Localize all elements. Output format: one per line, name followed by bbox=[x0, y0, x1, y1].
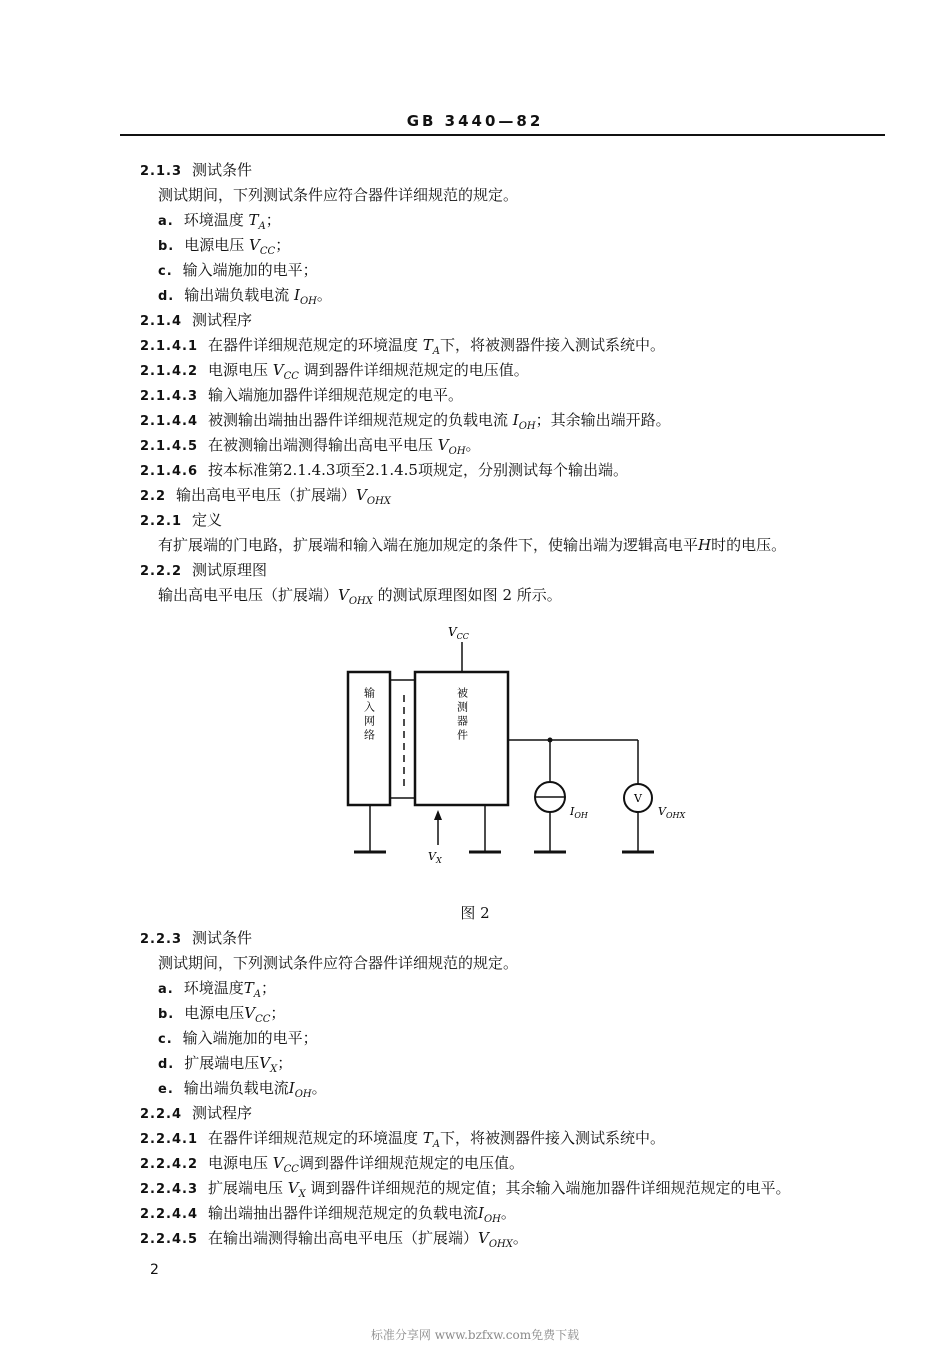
symbol-subscript: CC bbox=[283, 1164, 299, 1175]
clause-number: 2.2.1 bbox=[140, 514, 183, 529]
text-line bbox=[158, 1053, 292, 1080]
clause-text: 输出端抽出器件详细规范规定的负载电流 bbox=[208, 1204, 479, 1222]
text-line bbox=[140, 1153, 524, 1180]
symbol: T bbox=[422, 336, 433, 354]
symbol: I bbox=[478, 1204, 484, 1222]
clause-number: 2.1.4.4 bbox=[140, 414, 198, 429]
clause-text: 的测试原理图如图 2 所示。 bbox=[372, 586, 562, 604]
symbol: T bbox=[422, 1129, 433, 1147]
clause-number: b. bbox=[158, 1007, 175, 1022]
clause-text: 按本标准第2.1.4.3项至2.1.4.5项规定，分别测试每个输出端。 bbox=[208, 461, 628, 479]
clause-number: e. bbox=[158, 1082, 174, 1097]
clause-text: 在器件详细规范规定的环境温度 bbox=[208, 336, 423, 354]
text-line bbox=[158, 585, 562, 612]
clause-number: 2.2.4 bbox=[140, 1107, 183, 1122]
text-line bbox=[140, 335, 665, 362]
symbol-subscript: X bbox=[298, 1189, 306, 1200]
clause-text: 下，将被测器件接入测试系统中。 bbox=[440, 1129, 666, 1147]
text-line bbox=[140, 385, 463, 407]
text-line bbox=[140, 435, 481, 462]
clause-text: 测试期间，下列测试条件应符合器件详细规范的规定。 bbox=[158, 954, 519, 972]
clause-text: 调到器件详细规范的规定值；其余输入端施加器件详细规范规定的电平。 bbox=[305, 1179, 791, 1197]
clause-number: d. bbox=[158, 289, 175, 304]
symbol: V bbox=[272, 361, 284, 379]
clause-text: ； bbox=[260, 979, 276, 997]
clause-text: 环境温度 bbox=[183, 211, 249, 229]
clause-text: 扩展端电压 bbox=[208, 1179, 288, 1197]
clause-number: c. bbox=[158, 264, 173, 279]
symbol: V bbox=[272, 1154, 284, 1172]
symbol-subscript: OH bbox=[448, 446, 466, 457]
clause-text: 。 bbox=[500, 1204, 516, 1222]
symbol: T bbox=[248, 211, 259, 229]
clause-number: 2.2.3 bbox=[140, 932, 183, 947]
clause-text: 。 bbox=[311, 1079, 327, 1097]
symbol: V bbox=[478, 1229, 489, 1247]
symbol-subscript: A bbox=[432, 346, 441, 357]
clause-text: 输出端负载电流 bbox=[184, 286, 295, 304]
clause-number: 2.1.4.6 bbox=[140, 464, 198, 479]
text-line bbox=[158, 535, 786, 555]
figure-caption: 图 2 bbox=[460, 904, 490, 922]
clause-number: 2.1.4 bbox=[140, 314, 183, 329]
clause-number: c. bbox=[158, 1032, 173, 1047]
symbol: I bbox=[288, 1079, 295, 1097]
text-line bbox=[140, 1178, 791, 1205]
clause-number: 2.2.4.3 bbox=[140, 1182, 198, 1197]
text-line bbox=[158, 953, 518, 973]
clause-number: 2.2.4.1 bbox=[140, 1132, 198, 1147]
clause-number: 2.2.4.5 bbox=[140, 1232, 198, 1247]
clause-number: a. bbox=[158, 982, 174, 997]
symbol-subscript: CC bbox=[283, 371, 299, 382]
symbol-subscript: OH bbox=[299, 296, 317, 307]
clause-text: 输入端施加的电平； bbox=[182, 1029, 318, 1047]
clause-number: 2.2.4.4 bbox=[140, 1207, 198, 1222]
symbol-subscript: A bbox=[432, 1139, 441, 1150]
text-line bbox=[140, 1128, 665, 1155]
footer-watermark: 标准分享网 www.bzfxw.com免费下载 bbox=[370, 1328, 580, 1342]
clause-text: 测试程序 bbox=[192, 1104, 253, 1122]
text-line bbox=[140, 410, 671, 437]
symbol: V bbox=[338, 586, 349, 604]
symbol: T bbox=[243, 979, 254, 997]
symbol-subscript: CC bbox=[255, 1014, 271, 1025]
clause-text: 输出端负载电流 bbox=[183, 1079, 289, 1097]
vcc-label: $V_{CC}$ bbox=[448, 625, 469, 641]
symbol-subscript: OH bbox=[294, 1089, 312, 1100]
vx-label: $V_X$ bbox=[428, 850, 442, 865]
symbol-subscript: A bbox=[258, 221, 266, 232]
symbol: I bbox=[512, 411, 519, 429]
clause-text: 调到器件详细规范规定的电压值。 bbox=[298, 361, 529, 379]
clause-text: 电源电压 bbox=[184, 236, 250, 254]
clause-text: 。 bbox=[465, 436, 481, 454]
symbol: V bbox=[287, 1179, 299, 1197]
clause-text: 测试程序 bbox=[192, 311, 253, 329]
symbol: V bbox=[437, 436, 449, 454]
text-line bbox=[140, 510, 222, 532]
clause-text: 输入端施加的电平； bbox=[182, 261, 318, 279]
clause-text: 有扩展端的门电路，扩展端和输入端在施加规定的条件下，使输出端为逻辑高电平 bbox=[158, 536, 699, 554]
symbol-subscript: OH bbox=[483, 1214, 501, 1225]
text-line bbox=[140, 360, 529, 387]
symbol-subscript: OH bbox=[518, 421, 536, 432]
clause-number: 2.2.2 bbox=[140, 564, 183, 579]
clause-text: 在输出端测得输出高电平电压（扩展端） bbox=[208, 1229, 479, 1247]
clause-text: 调到器件详细规范规定的电压值。 bbox=[298, 1154, 524, 1172]
clause-text: ； bbox=[275, 236, 291, 254]
header-rule bbox=[120, 134, 885, 136]
standard-header: GB 3440—82 bbox=[406, 112, 544, 130]
clause-text: 。 bbox=[512, 1229, 528, 1247]
vohx-label: $V_{OHX}$ bbox=[658, 805, 686, 820]
page-number: 2 bbox=[150, 1262, 159, 1278]
clause-text: 电源电压 bbox=[184, 1004, 245, 1022]
symbol: H bbox=[698, 536, 712, 554]
clause-number: a. bbox=[158, 214, 174, 229]
clause-text: 。 bbox=[316, 286, 332, 304]
text-line bbox=[140, 1103, 252, 1125]
clause-text: 环境温度 bbox=[183, 979, 244, 997]
clause-text: 电源电压 bbox=[208, 361, 273, 379]
clause-text: ；其余输出端开路。 bbox=[535, 411, 671, 429]
clause-text: 被测输出端抽出器件详细规范规定的负载电流 bbox=[208, 411, 513, 429]
clause-text: 在器件详细规范规定的环境温度 bbox=[208, 1129, 423, 1147]
clause-text: 测试条件 bbox=[192, 929, 253, 947]
text-line bbox=[158, 1003, 285, 1030]
input-network-label: 输入网络 bbox=[362, 687, 376, 743]
text-line bbox=[140, 1228, 528, 1255]
text-line bbox=[158, 210, 281, 237]
clause-number: 2.1.4.3 bbox=[140, 389, 198, 404]
clause-number: 2.1.3 bbox=[140, 164, 183, 179]
clause-text: 扩展端电压 bbox=[184, 1054, 260, 1072]
clause-text: 测试期间，下列测试条件应符合器件详细规范的规定。 bbox=[158, 186, 519, 204]
symbol-subscript: X bbox=[270, 1064, 278, 1075]
clause-text: 定义 bbox=[192, 511, 223, 529]
text-line bbox=[158, 1078, 327, 1105]
clause-number: 2.1.4.2 bbox=[140, 364, 198, 379]
clause-text: ； bbox=[277, 1054, 293, 1072]
text-line bbox=[158, 1028, 318, 1050]
text-line bbox=[140, 1203, 516, 1230]
clause-number: d. bbox=[158, 1057, 175, 1072]
clause-number: 2.2.4.2 bbox=[140, 1157, 198, 1172]
test-circuit-diagram bbox=[340, 620, 720, 870]
clause-text: 在被测输出端测得输出高电平电压 bbox=[208, 436, 438, 454]
clause-text: 输入端施加器件详细规范规定的电平。 bbox=[208, 386, 464, 404]
symbol: V bbox=[259, 1054, 271, 1072]
symbol-subscript: OHX bbox=[348, 596, 373, 607]
text-line bbox=[140, 160, 252, 182]
clause-text: 下，将被测器件接入测试系统中。 bbox=[440, 336, 666, 354]
symbol-subscript: OHX bbox=[366, 496, 391, 507]
text-line bbox=[158, 235, 290, 262]
text-line bbox=[140, 485, 391, 512]
text-line bbox=[140, 460, 628, 482]
clause-number: 2.2 bbox=[140, 489, 167, 504]
clause-number: b. bbox=[158, 239, 175, 254]
clause-number: 2.1.4.5 bbox=[140, 439, 198, 454]
text-line bbox=[158, 260, 318, 282]
text-line bbox=[140, 560, 267, 582]
symbol: I bbox=[294, 286, 300, 304]
symbol: V bbox=[244, 1004, 256, 1022]
clause-text: ； bbox=[270, 1004, 286, 1022]
text-line bbox=[158, 978, 276, 1005]
clause-text: 输出高电平电压（扩展端） bbox=[158, 586, 339, 604]
symbol-subscript: OHX bbox=[488, 1239, 513, 1250]
symbol: V bbox=[356, 486, 367, 504]
clause-text: 测试原理图 bbox=[192, 561, 268, 579]
symbol-subscript: CC bbox=[259, 246, 276, 257]
clause-text: 时的电压。 bbox=[711, 536, 787, 554]
text-line bbox=[158, 285, 332, 312]
symbol: V bbox=[249, 236, 260, 254]
symbol-subscript: A bbox=[253, 989, 261, 1000]
clause-text: 测试条件 bbox=[192, 161, 253, 179]
clause-number: 2.1.4.1 bbox=[140, 339, 198, 354]
text-line bbox=[158, 185, 518, 205]
clause-text: ； bbox=[265, 211, 281, 229]
clause-text: 输出高电平电压（扩展端） bbox=[176, 486, 357, 504]
text-line bbox=[140, 310, 252, 332]
text-line bbox=[140, 928, 252, 950]
clause-text: 电源电压 bbox=[208, 1154, 273, 1172]
dut-label: 被测器件 bbox=[455, 687, 469, 743]
svg-text:V: V bbox=[634, 792, 642, 805]
ioh-label: $I_{OH}$ bbox=[570, 805, 588, 820]
